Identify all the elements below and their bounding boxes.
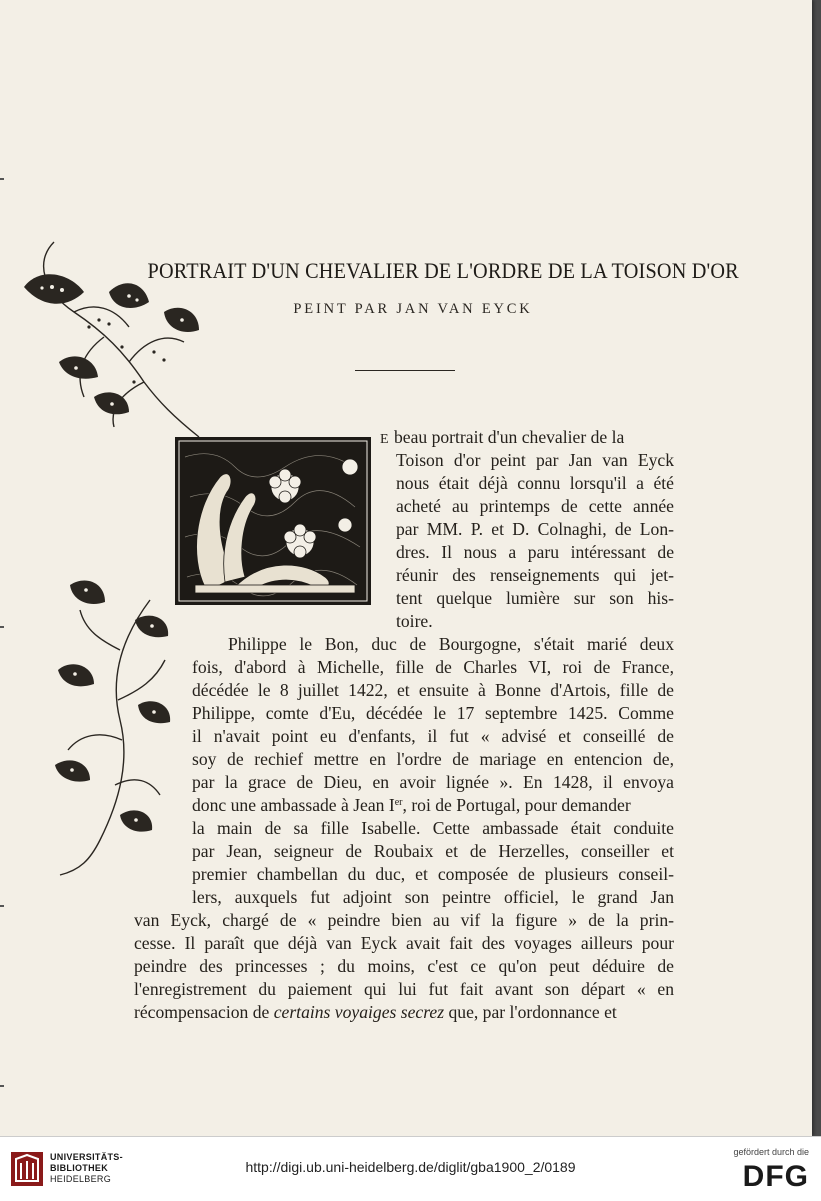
line-text: que, par l'ordonnance et	[444, 1002, 617, 1022]
text-line: l'enregistrement du paiement qui lui fut fait avant son départ « en	[134, 979, 674, 999]
library-name-line: HEIDELBERG	[50, 1174, 112, 1184]
line-text: récompensacion de	[134, 1002, 274, 1022]
dfg-logo[interactable]: DFG	[742, 1160, 809, 1193]
spine-mark	[0, 178, 4, 180]
text-line: la main de sa fille Isabelle. Cette ambassade était conduite	[192, 818, 674, 838]
funder-label: gefördert durch die	[733, 1147, 809, 1157]
article-title: PORTRAIT D'UN CHEVALIER DE L'ORDRE DE LA TOISON D'OR	[147, 258, 739, 283]
text-line: dres. Il nous a paru intéressant de	[396, 542, 674, 562]
text-line: toire.	[396, 611, 433, 631]
text-line: par Jean, seigneur de Roubaix et de Herzelles, conseiller et	[192, 841, 674, 861]
text-line: tent quelque lumière sur son his-	[396, 588, 674, 608]
superscript: er	[394, 797, 403, 808]
floral-ornament-bottom-icon	[50, 570, 175, 880]
permalink-url[interactable]: http://digi.ub.uni-heidelberg.de/diglit/gba1900_2/0189	[245, 1159, 576, 1175]
spine-mark	[0, 1085, 4, 1087]
text-line: nous était déjà connu lorsqu'il a été	[396, 473, 674, 493]
article-subtitle: PEINT PAR JAN VAN EYCK	[293, 301, 533, 317]
line-text: , roi de Portugal, pour demander	[402, 795, 631, 815]
ornamental-initial-icon	[175, 437, 371, 605]
text-line: acheté au printemps de cette année	[396, 496, 674, 516]
library-name-line: BIBLIOTHEK	[50, 1163, 108, 1173]
text-line: par MM. P. et D. Colnaghi, de Lon-	[396, 519, 674, 539]
viewer-footer	[0, 1136, 821, 1201]
text-line	[134, 1001, 674, 1024]
spine-mark	[0, 626, 4, 628]
drop-cap-remainder: E	[380, 432, 390, 447]
text-line: lers, auxquels fut adjoint son peintre officiel, le grand Jan	[192, 887, 674, 907]
text-line: il n'avait point eu d'enfants, il fut « advisé et conseillé de	[192, 726, 674, 746]
text-line	[380, 426, 674, 449]
text-line: premier chambellan du duc, et composée de plusieurs conseil-	[192, 864, 674, 884]
spine-mark	[0, 905, 4, 907]
line-text: donc une ambassade à Jean I	[192, 795, 395, 815]
text-line	[192, 794, 674, 817]
text-line: décédée le 8 juillet 1422, et ensuite à Bonne d'Artois, fille de	[192, 680, 674, 700]
show-through-text	[260, 64, 700, 124]
text-line: réunir des renseignements qui jet-	[396, 565, 674, 585]
text-line: peindre des princesses ; du moins, c'est ce qu'on peut déduire de	[134, 956, 674, 976]
text-line: van Eyck, chargé de « peindre bien au vif la figure » de la prin-	[134, 910, 674, 930]
text-line: par la grace de Dieu, en avoir lignée ». En 1428, il envoya	[192, 772, 674, 792]
text-line: Philippe, comte d'Eu, décédée le 17 septembre 1425. Comme	[192, 703, 674, 723]
text-line: Toison d'or peint par Jan van Eyck	[396, 450, 674, 470]
line-text: beau portrait d'un chevalier de la	[393, 427, 625, 447]
text-line: soy de rechief mettre en l'ordre de mariage en entencion de,	[192, 749, 674, 769]
floral-ornament-top-icon	[14, 232, 214, 442]
text-line: cesse. Il paraît que déjà van Eyck avait fait des voyages ailleurs pour	[134, 933, 674, 953]
title-rule	[355, 370, 455, 371]
italic-text: certains voyaiges secrez	[273, 1002, 445, 1022]
library-name-line: UNIVERSITÄTS-	[50, 1152, 123, 1162]
text-line: fois, d'abord à Michelle, fille de Charles VI, roi de France,	[192, 657, 674, 677]
text-line: Philippe le Bon, duc de Bourgogne, s'était marié deux	[228, 634, 674, 654]
